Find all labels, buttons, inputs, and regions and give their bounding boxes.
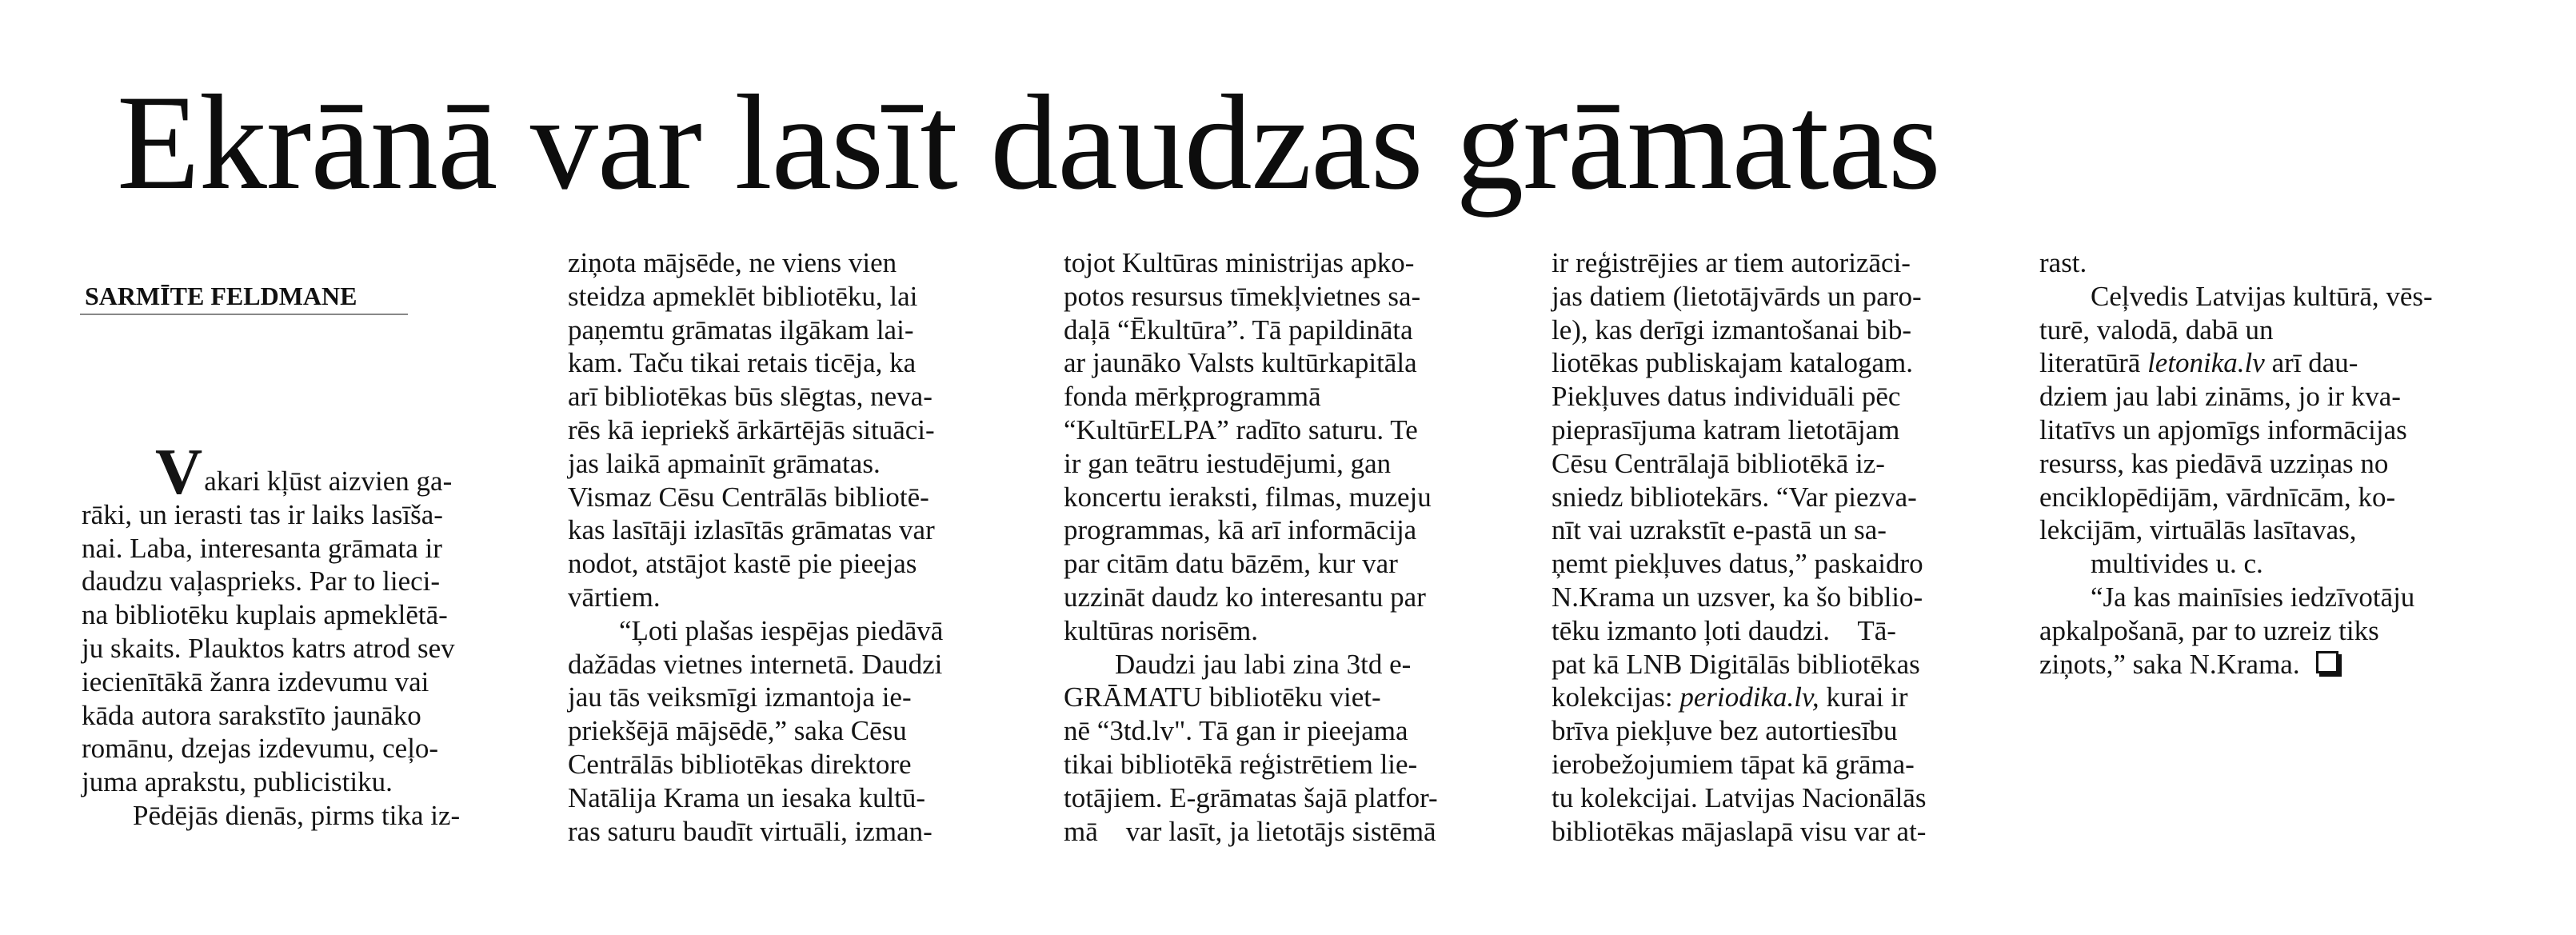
text-line: Piekļuves datus individuāli pēc (1552, 381, 1901, 413)
text-line: brīva piekļuve bez autortiesību (1552, 715, 1898, 747)
text-line: “Ļoti plašas iespējas piedāvā (619, 614, 944, 646)
text-line: nai. Laba, interesanta grāmata ir (82, 532, 442, 564)
text-line: lekcijām, virtuālās lasītavas, (2039, 514, 2357, 546)
text-line: steidza apmeklēt bibliotēku, lai (568, 280, 918, 312)
headline: Ekrānā var lasīt daudzas grāmatas (117, 67, 1940, 218)
text-line: ierobežojumiem tāpat kā grāma- (1552, 748, 1915, 780)
text-line: vārtiem. (568, 581, 661, 613)
column-4 (1552, 246, 2015, 848)
text-line: kāda autora sarakstīto jaunāko (82, 699, 421, 731)
text-line: mā var lasīt, ja lietotājs sistēmā (1064, 815, 1436, 847)
byline-rule (80, 314, 408, 315)
text-line: ar jaunāko Valsts kultūrkapitāla (1064, 347, 1417, 379)
text-line: le), kas derīgi izmantošanai bib- (1552, 314, 1911, 346)
text-line: priekšējā mājsēdē,” saka Cēsu (568, 715, 907, 747)
text-line: Daudzi jau labi zina 3td e- (1115, 648, 1412, 680)
byline: SARMĪTE FELDMANE (85, 282, 357, 310)
text-line: jas laikā apmainīt grāmatas. (568, 447, 881, 479)
text-line: Natālija Krama un iesaka kultū- (568, 781, 926, 813)
column-5 (2039, 246, 2503, 681)
letonika-link-text: letonika.lv (2147, 347, 2265, 379)
text-line: potos resursus tīmekļvietnes sa- (1064, 280, 1421, 312)
text-line: jau tās veiksmīgi izmantoja ie- (568, 681, 912, 713)
text-line: ņemt piekļuves datus,” paskaidro (1552, 548, 1923, 580)
text-line: na bibliotēku kuplais apmeklētā- (82, 599, 448, 631)
text-line: rast. (2039, 247, 2087, 278)
text-line: literatūrā letonika.lv arī dau- (2039, 347, 2358, 379)
text-line: uzzināt daudz ko interesantu par (1064, 581, 1426, 613)
text-line: tikai bibliotēkā reģistrētiem lie- (1064, 748, 1418, 780)
text-line: pieprasījuma katram lietotājam (1552, 414, 1900, 446)
text-line: nē “3td.lv". Tā gan ir pieejama (1064, 715, 1408, 747)
text-line: kas lasītāji izlasītās grāmatas var (568, 514, 935, 546)
text-line: kolekcijas: periodika.lv, kurai ir (1552, 681, 1908, 713)
text-line: turē, valodā, dabā un (2039, 314, 2274, 346)
text-line: ir gan teātru iestudējumi, gan (1064, 447, 1392, 479)
text-line: “Ja kas mainīsies iedzīvotāju (2091, 581, 2415, 613)
text-line: jas datiem (lietotājvārds un paro- (1552, 280, 1922, 312)
text-line: ju skaits. Plauktos katrs atrod sev (82, 632, 455, 664)
text-line: rēs kā iepriekš ārkārtējās situāci- (568, 414, 935, 446)
text-line: fonda mērķprogrammā (1064, 381, 1321, 413)
text-line: programmas, kā arī informācija (1064, 514, 1417, 546)
text-line: nīt vai uzrakstīt e-pastā un sa- (1552, 514, 1887, 546)
text-line: litatīvs un apjomīgs informācijas (2039, 414, 2407, 446)
text-line: bibliotēkas mājaslapā visu var at- (1552, 815, 1927, 847)
text-line: dziem jau labi zināms, jo ir kva- (2039, 381, 2401, 413)
text-line: paņemtu grāmatas ilgākam lai- (568, 314, 914, 346)
column-3 (1064, 246, 1528, 848)
text-line: ir reģistrējies ar tiem autorizāci- (1552, 247, 1911, 278)
text-line: enciklopēdijām, vārdnīcām, ko- (2039, 481, 2396, 513)
text-line: par citām datu bāzēm, kur var (1064, 548, 1398, 580)
text-line: arī bibliotēkas būs slēgtas, neva- (568, 381, 933, 413)
text-line: apkalpošanā, par to uzreiz tiks (2039, 614, 2379, 646)
text-line: ziņots,” saka N.Krama. (2039, 648, 2503, 681)
text-line: koncertu ieraksti, filmas, muzeju (1064, 481, 1432, 513)
text-line: romānu, dzejas izdevumu, ceļo- (82, 733, 439, 765)
text-line: nodot, atstājot kastē pie pieejas (568, 548, 917, 580)
text-line: Pēdējās dienās, pirms tika iz- (133, 799, 461, 831)
text-line: tēku izmanto ļoti daudzi. Tā- (1552, 614, 1896, 646)
text-line: daļā “Ēkultūra”. Tā papildināta (1064, 314, 1413, 346)
text-line: GRĀMATU bibliotēku viet- (1064, 681, 1381, 713)
end-of-article-mark (2316, 651, 2338, 673)
text-line: dažādas vietnes internetā. Daudzi (568, 648, 943, 680)
text-line: kultūras norisēm. (1064, 614, 1259, 646)
text-line: “KultūrELPA” radīto saturu. Te (1064, 414, 1418, 446)
periodika-link-text: periodika.lv, (1679, 681, 1819, 713)
column-1 (82, 435, 529, 833)
text-line: Vismaz Cēsu Centrālās bibliotē- (568, 481, 929, 513)
text-line: Vakari kļūst aizvien ga- (155, 435, 453, 508)
text-line: daudzu vaļasprieks. Par to lieci- (82, 565, 441, 597)
text-line: resurss, kas piedāvā uzziņas no (2039, 447, 2389, 479)
text-line: tu kolekcijai. Latvijas Nacionālās (1552, 781, 1927, 813)
drop-cap: V (155, 435, 203, 508)
text-line: N.Krama un uzsver, ka šo biblio- (1552, 581, 1923, 613)
text-line: pat kā LNB Digitālās bibliotēkas (1552, 648, 1920, 680)
text-line: juma aprakstu, publicistiku. (82, 766, 393, 798)
column-2 (568, 246, 1032, 848)
text-line: Centrālās bibliotēkas direktore (568, 748, 912, 780)
text-line: liotēkas publiskajam katalogam. (1552, 347, 1913, 379)
text-line: iecienītākā žanra izdevumu vai (82, 665, 429, 697)
text-line: Ceļvedis Latvijas kultūrā, vēs- (2091, 280, 2433, 312)
text-line: Cēsu Centrālajā bibliotēkā iz- (1552, 447, 1885, 479)
text-line: multivides u. c. (2091, 548, 2263, 580)
text-line: kam. Taču tikai retais ticēja, ka (568, 347, 917, 379)
text-line: sniedz bibliotekārs. “Var piezva- (1552, 481, 1917, 513)
text-line: ras saturu baudīt virtuāli, izman- (568, 815, 933, 847)
text-line: totājiem. E-grāmatas šajā platfor- (1064, 781, 1438, 813)
text-line: tojot Kultūras ministrijas apko- (1064, 247, 1415, 278)
text-line: ziņota mājsēde, ne viens vien (568, 247, 897, 278)
text-line: rāki, un ierasti tas ir laiks lasīša- (82, 498, 443, 530)
